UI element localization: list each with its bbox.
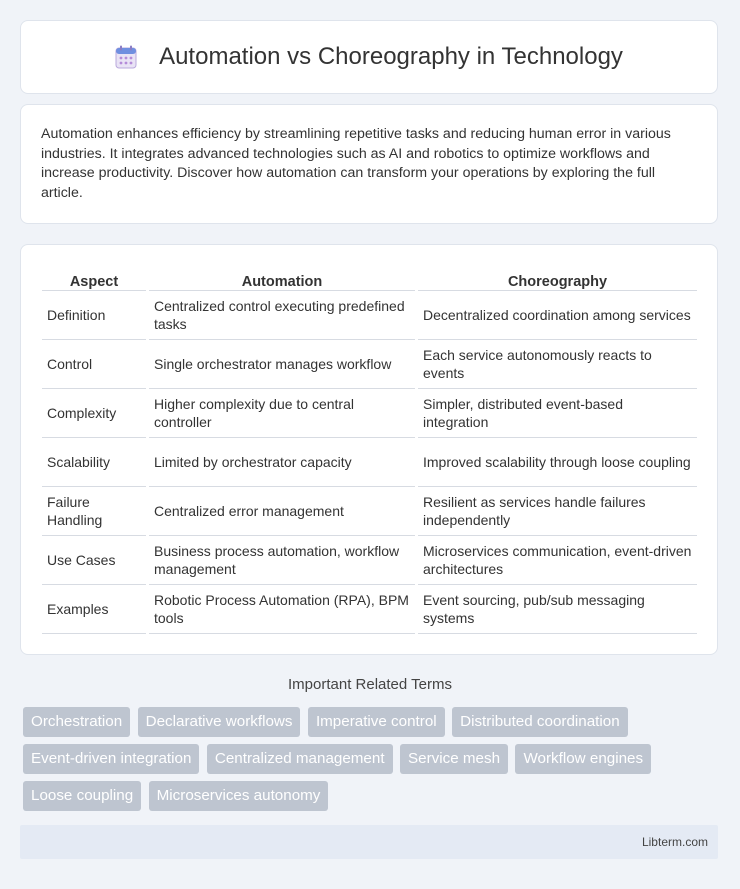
choreography-cell: Decentralized coordination among services [418,291,697,340]
automation-cell: Centralized error management [149,487,415,536]
table-header-row [42,265,697,291]
automation-cell: Single orchestrator manages workflow [149,340,415,389]
aspect-cell: Examples [42,585,146,634]
term-tag[interactable]: Centralized management [207,744,393,774]
table-row [42,340,697,389]
term-tag[interactable]: Event-driven integration [23,744,199,774]
aspect-cell: Use Cases [42,536,146,585]
footer [20,825,718,859]
header-card [20,20,718,94]
term-tag[interactable]: Orchestration [23,707,130,737]
term-tag[interactable]: Service mesh [400,744,508,774]
intro-card [20,104,718,224]
choreography-cell: Improved scalability through loose coupling [418,438,697,487]
column-header-choreography: Choreography [418,265,697,291]
aspect-cell: Definition [42,291,146,340]
column-header-aspect: Aspect [42,265,146,291]
page-title: Automation vs Choreography in Technology [159,43,623,70]
choreography-cell: Resilient as services handle failures independently [418,487,697,536]
aspect-cell: Complexity [42,389,146,438]
choreography-cell: Each service autonomously reacts to events [418,340,697,389]
automation-cell: Robotic Process Automation (RPA), BPM tools [149,585,415,634]
term-tag[interactable]: Microservices autonomy [149,781,329,811]
term-tag[interactable]: Distributed coordination [452,707,628,737]
comparison-table-card [20,244,718,655]
calendar-icon [115,45,137,69]
table-row [42,389,697,438]
term-tag[interactable]: Declarative workflows [138,707,301,737]
choreography-cell: Simpler, distributed event-based integration [418,389,697,438]
aspect-cell: Control [42,340,146,389]
choreography-cell: Microservices communication, event-driven architectures [418,536,697,585]
footer-site-link[interactable]: Libterm.com [641,835,708,849]
term-tag[interactable]: Workflow engines [515,744,651,774]
column-header-automation: Automation [149,265,415,291]
table-row [42,291,697,340]
related-terms-list [23,707,723,818]
term-tag[interactable]: Loose coupling [23,781,141,811]
related-terms-title: Important Related Terms [288,676,452,693]
table-row [42,438,697,487]
intro-text: Automation enhances efficiency by streamlining repetitive tasks and reducing human error in various industries. It integrates advanced technologies such as AI and robotics to optimize workflows and increase productivity. Discover how automation can transform your operations by exploring the full article. [41,126,671,201]
aspect-cell: Scalability [42,438,146,487]
automation-cell: Higher complexity due to central controller [149,389,415,438]
automation-cell: Centralized control executing predefined tasks [149,291,415,340]
automation-cell: Business process automation, workflow management [149,536,415,585]
table-row [42,487,697,536]
table-row [42,536,697,585]
choreography-cell: Event sourcing, pub/sub messaging systems [418,585,697,634]
automation-cell: Limited by orchestrator capacity [149,438,415,487]
comparison-table [39,265,700,634]
term-tag[interactable]: Imperative control [308,707,445,737]
aspect-cell: Failure Handling [42,487,146,536]
table-row [42,585,697,634]
